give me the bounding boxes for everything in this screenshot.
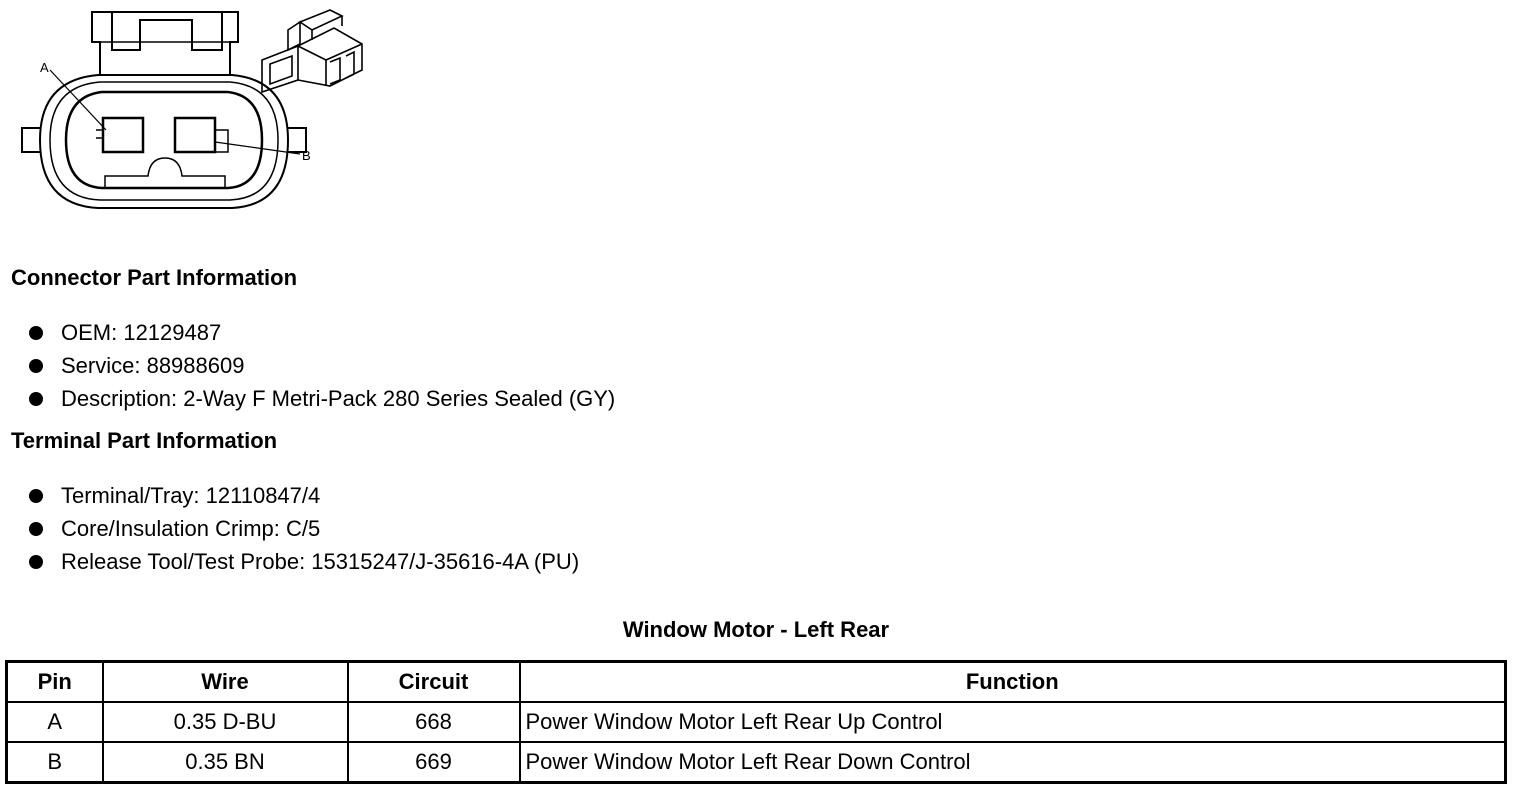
list-item-text: Core/Insulation Crimp: C/5	[61, 516, 321, 541]
terminal-part-info-heading: Terminal Part Information	[11, 428, 278, 453]
bullet-icon	[29, 326, 43, 340]
list-item	[29, 512, 579, 545]
cell-wire: 0.35 BN	[103, 742, 348, 783]
bullet-icon	[29, 522, 43, 536]
column-header-circuit: Circuit	[348, 662, 520, 703]
cavity-b	[175, 118, 215, 152]
cell-pin: B	[7, 742, 103, 783]
cell-circuit: 669	[348, 742, 520, 783]
list-item	[29, 349, 615, 382]
list-item-text: Release Tool/Test Probe: 15315247/J-35616-4A (PU)	[61, 549, 580, 574]
cavity-a	[103, 118, 143, 152]
pin-a-label: A	[40, 60, 49, 75]
bullet-icon	[29, 359, 43, 373]
table-row	[7, 742, 1506, 783]
cell-circuit: 668	[348, 702, 520, 742]
column-header-wire: Wire	[103, 662, 348, 703]
list-item	[29, 382, 615, 415]
list-item	[29, 545, 579, 578]
pinout-table-title: Window Motor - Left Rear	[622, 617, 890, 642]
bullet-icon	[29, 555, 43, 569]
pin-b-label: B	[302, 148, 311, 163]
list-item-text: Terminal/Tray: 12110847/4	[61, 483, 321, 508]
table-row	[7, 702, 1506, 742]
pinout-table	[5, 660, 1507, 784]
bullet-icon	[29, 489, 43, 503]
connector-body	[22, 12, 306, 208]
list-item-text: Description: 2-Way F Metri-Pack 280 Series Sealed (GY)	[61, 386, 616, 411]
list-item	[29, 316, 615, 349]
connector-part-info-heading: Connector Part Information	[11, 265, 298, 290]
connector-face-svg	[0, 0, 380, 225]
cell-wire: 0.35 D-BU	[103, 702, 348, 742]
cell-pin: A	[7, 702, 103, 742]
list-item-text: OEM: 12129487	[61, 320, 222, 345]
column-header-pin: Pin	[7, 662, 103, 703]
list-item-text: Service: 88988609	[61, 353, 245, 378]
list-item	[29, 479, 579, 512]
connector-part-info-list	[29, 316, 615, 415]
connector-face-diagram	[0, 0, 380, 225]
cell-function: Power Window Motor Left Rear Down Control	[520, 742, 1506, 783]
cell-function: Power Window Motor Left Rear Up Control	[520, 702, 1506, 742]
table-header-row	[7, 662, 1506, 703]
connector-thumbnail-icon	[262, 10, 362, 92]
bullet-icon	[29, 392, 43, 406]
terminal-part-info-list	[29, 479, 579, 578]
column-header-function: Function	[520, 662, 1506, 703]
